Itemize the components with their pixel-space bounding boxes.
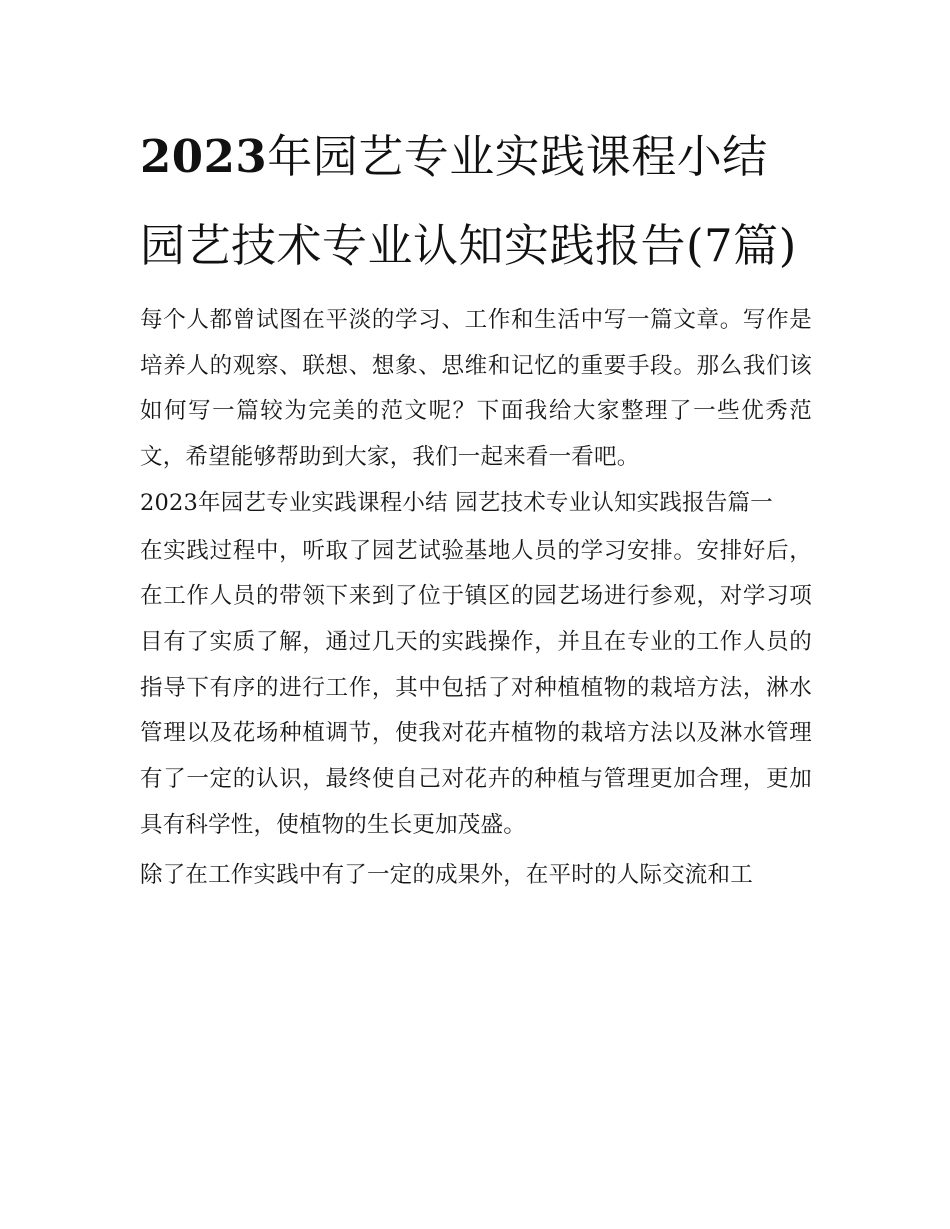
section-heading: 2023年园艺专业实践课程小结 园艺技术专业认知实践报告篇一 [140,489,773,516]
intro-paragraph: 每个人都曾试图在平淡的学习、工作和生活中写一篇文章。写作是培养人的观察、联想、想象、思维和记忆的重要手段。那么我们该如何写一篇较为完美的范文呢？下面我给大家整理了一些优秀范文，希望能够帮助到大家，我们一起来看一看吧。 [140,307,812,471]
document-content [140,112,812,899]
title-year: 2023 [140,130,268,183]
body-paragraph-1: 在实践过程中，听取了园艺试验基地人员的学习安排。安排好后，在工作人员的带领下来到了位于镇区的园艺场进行参观，对学习项目有了实质了解，通过几天的实践操作，并且在专业的工作人员的指导下有序的进行工作，其中包括了对种植植物的栽培方法，淋水管理以及花场种植调节，使我对花卉植物的栽培方法以及淋水管理有了一定的认识，最终使自己对花卉的种植与管理更加合理，更加具有科学性，使植物的生长更加茂盛。 [140,537,812,838]
document-title [140,112,812,290]
title-text: 年园艺专业实践课程小结园艺技术专业认知实践报告(7篇) [140,130,797,272]
body-paragraph-2: 除了在工作实践中有了一定的成果外，在平时的人际交流和工 [140,862,753,889]
